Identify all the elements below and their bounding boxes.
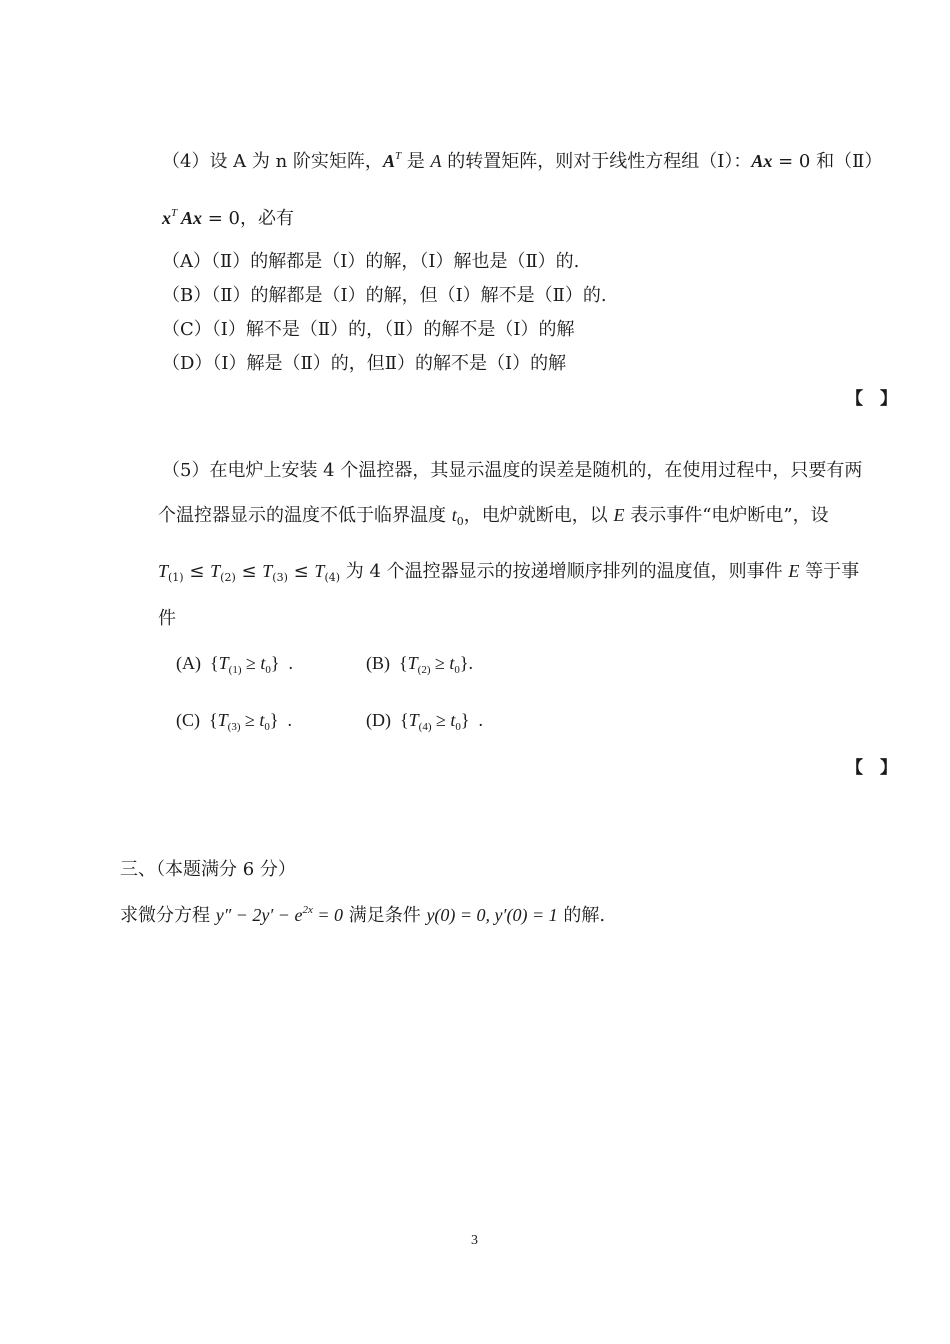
- q5-stem-line3: $T_{(1)} \le T_{(2)} \le T_{(3)} \le T_{(4)}$ 为 4 个温控器显示的按递增顺序排列的温度值，则事件 E 等于事: [158, 561, 860, 584]
- section-3-problem: 求微分方程 $y'' - 2y' - e^{2x} = 0$ 满足条件 y(0) = 0, y′(0) = 1 的解.: [120, 904, 606, 926]
- q5-option-b: (B) $\{T_{(2)} \ge t_0\}$.: [366, 653, 474, 676]
- q5-stem-line1: （5）在电炉上安装 4 个温控器，其显示温度的误差是随机的，在使用过程中，只要有两: [162, 460, 863, 481]
- q4-option-d: （D）（Ⅰ）解是（Ⅱ）的，但Ⅱ）的解不是（Ⅰ）的解: [162, 353, 567, 374]
- q4-answer-bracket: 【 】: [846, 389, 897, 409]
- q5-stem-line4: 件: [158, 608, 176, 629]
- q5-answer-bracket: 【 】: [846, 758, 897, 778]
- q4-option-c: （C）（Ⅰ）解不是（Ⅱ）的，（Ⅱ）的解不是（Ⅰ）的解: [162, 319, 575, 340]
- q4-option-b: （B）（Ⅱ）的解都是（Ⅰ）的解，但（Ⅰ）解不是（Ⅱ）的.: [162, 285, 607, 306]
- q5-option-d: (D) $\{T_{(4)} \ge t_0\}$ .: [366, 710, 484, 733]
- q4-option-a: （A）（Ⅱ）的解都是（Ⅰ）的解，（Ⅰ）解也是（Ⅱ）的.: [162, 251, 580, 272]
- section-3-title: 三、（本题满分 6 分）: [120, 859, 296, 880]
- q5-option-a: (A) $\{T_{(1)} \ge t_0\}$ .: [176, 653, 294, 676]
- q4-stem-line2: $x^T$ Ax = 0，必有: [162, 207, 294, 229]
- q5-option-c: (C) $\{T_{(3)} \ge t_0\}$ .: [176, 710, 293, 733]
- page-number: 3: [471, 1233, 478, 1248]
- q5-stem-line2: 个温控器显示的温度不低于临界温度 $t_0$，电炉就断电，以 E 表示事件“电炉断电”，设: [158, 505, 829, 528]
- q4-stem-line1: （4）设 A 为 n 阶实矩阵，$A^T$ 是 A 的转置矩阵，则对于线性方程组（Ⅰ）：Ax = 0 和（Ⅱ）: [162, 150, 883, 172]
